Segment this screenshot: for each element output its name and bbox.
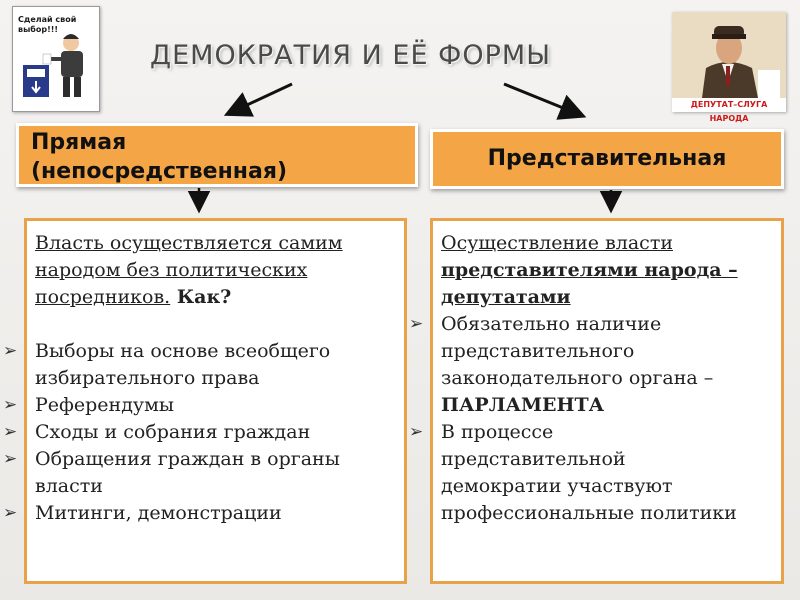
deputy-portrait-icon <box>672 12 786 98</box>
representative-democracy-header <box>430 129 784 189</box>
representative-intro-line3: депутатами <box>441 286 571 308</box>
arrow-title-to-direct <box>232 84 292 112</box>
arrow-title-to-representative <box>504 84 578 114</box>
deputy-poster-caption: ДЕПУТАТ–СЛУГА НАРОДА <box>672 98 786 112</box>
representative-intro-line1: Осуществление власти <box>441 232 673 254</box>
direct-democracy-header <box>16 123 418 187</box>
list-item: ➢ Обращения граждан в органы власти <box>35 446 404 500</box>
representative-header-label: Представительная <box>487 146 727 171</box>
representative-democracy-box <box>430 218 784 584</box>
poster-caption-line2: выбор!!! <box>18 25 59 34</box>
list-item: ➢ В процессе представительной демократии участвуют профессиональные политики <box>441 419 781 527</box>
list-item: ➢ Митинги, демонстрации <box>35 500 404 527</box>
vote-poster-image <box>12 6 100 112</box>
list-item: ➢ Референдумы <box>35 392 404 419</box>
direct-democracy-box <box>24 218 407 584</box>
representative-intro-line2: представителями народа – <box>441 259 738 281</box>
direct-header-line1: Прямая <box>31 130 127 155</box>
direct-intro-line2: народом без политических <box>35 259 308 281</box>
direct-intro-line1: Власть осуществляется самим <box>35 232 343 254</box>
list-item: ➢ Обязательно наличие представительного законодательного органа – ПАРЛАМЕНТА <box>441 311 781 419</box>
direct-intro-line3: посредников. <box>35 286 171 308</box>
voter-illustration-icon <box>13 7 99 111</box>
list-item: ➢ Выборы на основе всеобщего избирательного права <box>35 338 404 392</box>
direct-header-line2: (непосредственная) <box>31 159 288 184</box>
page-title: ДЕМОКРАТИЯ И ЕЁ ФОРМЫ <box>150 40 552 71</box>
direct-intro-question: Как? <box>170 286 232 308</box>
poster-caption-line1: Сделай свой <box>18 15 77 24</box>
list-item: ➢ Сходы и собрания граждан <box>35 419 404 446</box>
deputy-poster-image <box>672 12 786 123</box>
